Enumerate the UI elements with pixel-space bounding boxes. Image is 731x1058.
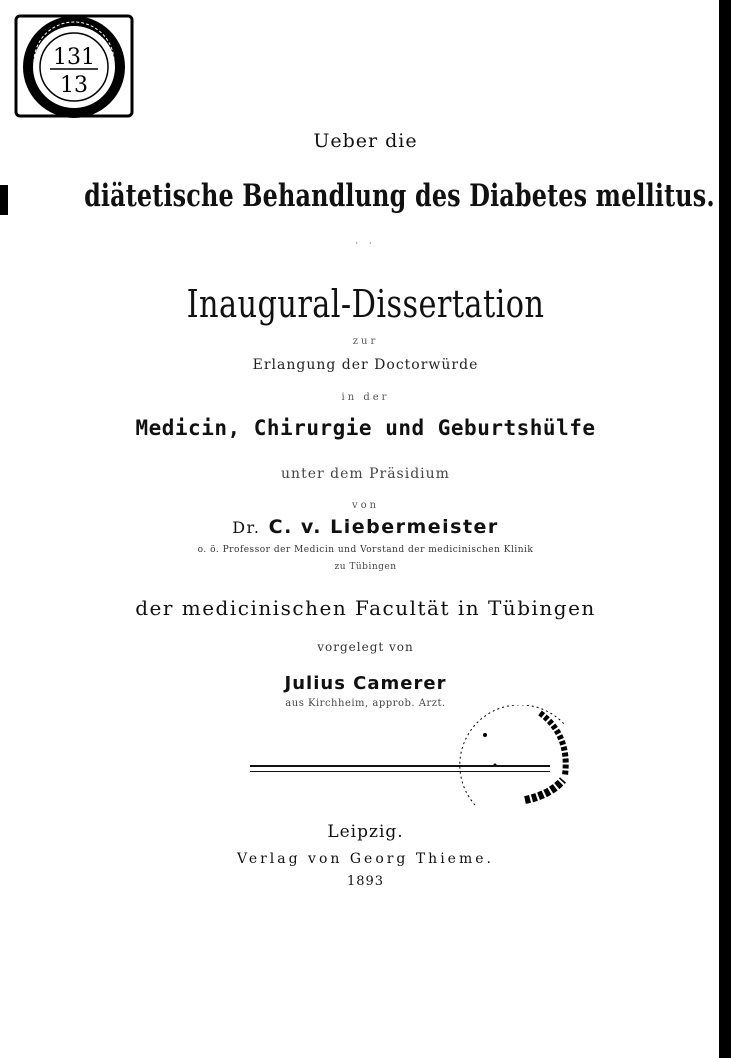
faculty-line: der medicinischen Facultät in Tübingen [135,596,596,620]
imprint-publisher: Verlag von Georg Thieme. [237,851,494,867]
imprint-city: Leipzig. [327,822,404,842]
faculties-line: Medicin, Chirurgie und Geburtshülfe [135,416,596,440]
erlangung-line: Erlangung der Doctorwürde [252,357,479,373]
in-der-label: in der [341,392,390,403]
stamp-number-bottom: 13 [60,73,88,98]
von-label: von [351,500,380,511]
title-intro: Ueber die [313,130,418,152]
zur-label: zur [352,336,379,347]
stamp-seal-icon [10,12,138,122]
president-place: zu Tübingen [334,562,397,572]
author-origin: aus Kirchheim, approb. Arzt. [285,698,446,709]
president-title: o. ö. Professor der Medicin und Vorstand der medicinischen Klinik [197,545,534,555]
president-prefix: Dr. [232,518,261,537]
faded-seal-icon [455,705,585,815]
binding-mark [0,185,8,215]
presidium-line: unter dem Präsidium [281,466,450,482]
dissertation-heading: Inaugural-Dissertation [186,282,545,326]
stamp-number-top: 131 [53,45,95,70]
imprint-year: 1893 [346,874,385,889]
ornamental-rule [250,765,550,772]
president-name: C. v. Liebermeister [268,516,499,538]
title-divider: · · [355,239,376,249]
author-name: Julius Camerer [284,673,447,694]
president-line [0,516,731,538]
faint-stamp [455,705,585,815]
vorgelegt-line: vorgelegt von [317,640,414,654]
library-stamp [10,12,138,122]
main-title: diätetische Behandlung des Diabetes mellitus. [84,178,715,214]
